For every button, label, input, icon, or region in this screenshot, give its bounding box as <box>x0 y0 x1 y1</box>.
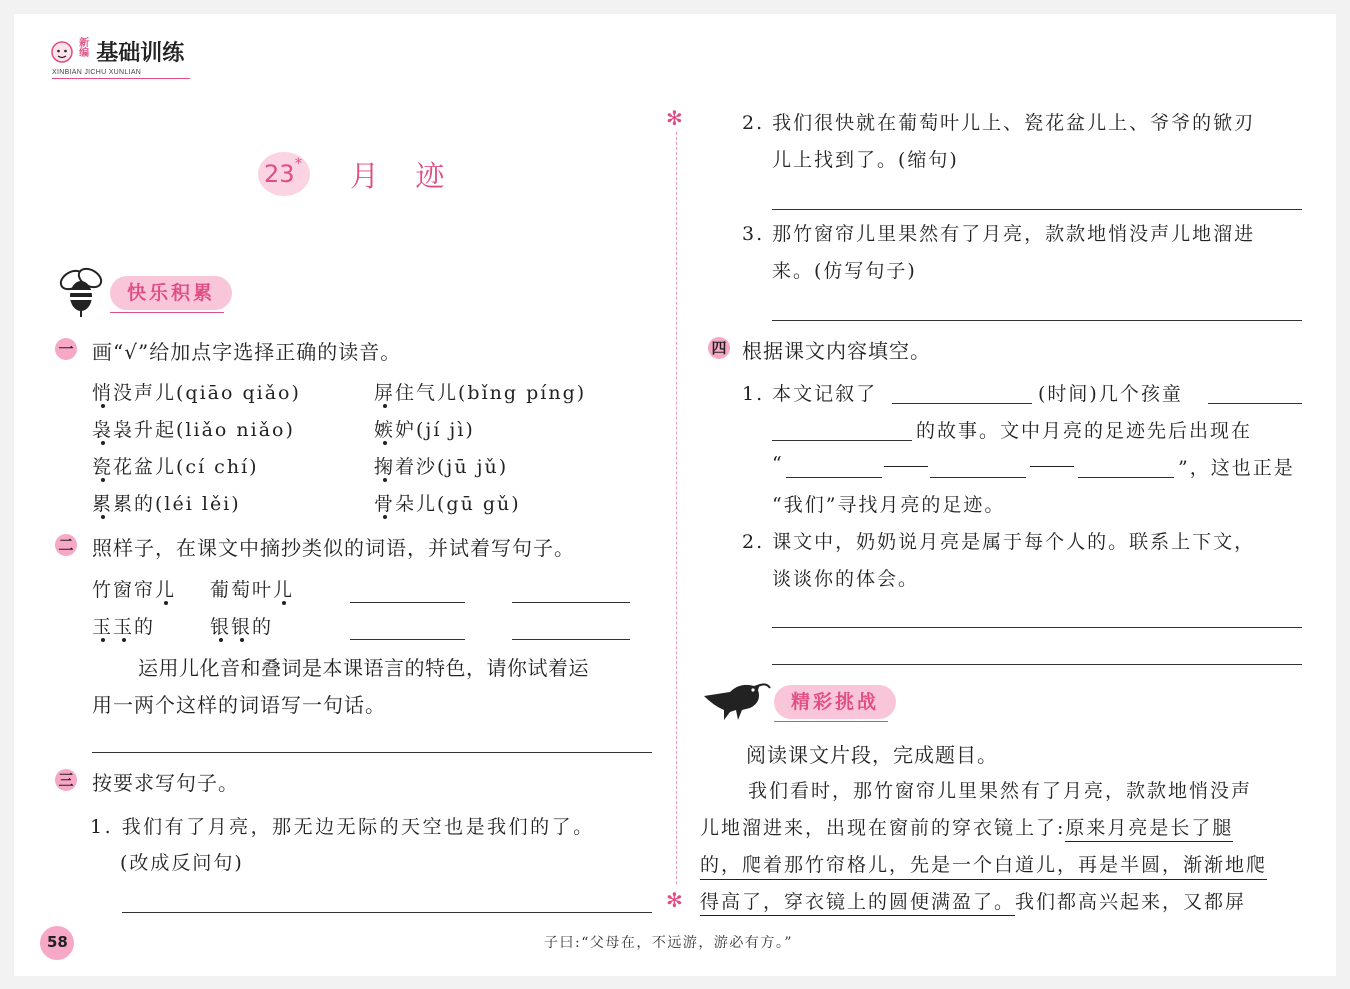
section-happy-underline <box>110 312 224 313</box>
logo-mascot-icon <box>50 40 74 66</box>
bird-icon <box>700 676 772 724</box>
brand-mark: 新编 <box>79 38 90 59</box>
dotted-char: 累 <box>92 493 114 515</box>
q1-item-8 <box>374 489 521 516</box>
q4-blank-story[interactable] <box>772 440 912 441</box>
dotted-char: 骨 <box>374 493 396 515</box>
footer-quote: 子曰:“父母在，不远游，游必有方。” <box>544 935 794 951</box>
q4-item-2-line-1: 2. 课文中，奶奶说月亮是属于每个人的。联系上下文， <box>742 531 1256 553</box>
reading-intro: 阅读课文片段，完成题目。 <box>746 743 998 767</box>
bee-icon <box>54 262 110 318</box>
q4-item-2-answer-line-1[interactable] <box>772 627 1302 628</box>
dotted-char: 悄 <box>92 382 114 404</box>
reading-line-2-text: 儿地溜进来，出现在窗前的穿衣镜上了: <box>700 817 1066 839</box>
dash-2 <box>1030 466 1074 467</box>
brand-logo <box>50 40 184 71</box>
brand-name: 基础训练 <box>96 41 185 66</box>
q3-prompt: 按要求写句子。 <box>92 771 239 795</box>
q1-prompt: 画“√”给加点字选择正确的读音。 <box>92 340 402 364</box>
q2-answer-line-1[interactable] <box>350 602 465 603</box>
q4-number: 四 <box>708 337 730 359</box>
dash-1 <box>884 466 928 467</box>
q1-item-text: 住气儿(bǐng píng) <box>395 382 587 404</box>
q1-item-text: 没声儿(qiāo qiǎo) <box>113 382 301 404</box>
q2-example-1 <box>92 575 176 602</box>
dotted-char: 儿 <box>155 579 177 601</box>
dotted-char: 玉 <box>113 616 135 638</box>
section-happy-banner: 快乐积累 <box>110 276 232 310</box>
section-challenge-banner: 精彩挑战 <box>774 685 896 719</box>
q2-answer-line-2[interactable] <box>512 602 630 603</box>
dotted-char: 玉 <box>92 616 114 638</box>
q2-example-4 <box>210 612 273 639</box>
q4-item-1-text-b: (时间)几个孩童 <box>1038 383 1183 405</box>
q2-paragraph-line-1: 运用儿化音和叠词是本课语言的特色，请你试着运 <box>138 656 589 680</box>
lesson-title: 月 迹 <box>350 159 451 193</box>
example-text: 竹窗帘 <box>92 579 156 601</box>
q3-item-3-line-2: 来。(仿写句子) <box>772 260 917 282</box>
example-text: 的 <box>134 616 156 638</box>
q2-answer-line-4[interactable] <box>512 639 630 640</box>
q4-item-2-answer-line-2[interactable] <box>772 664 1302 665</box>
bottom-flower-icon: ✻ <box>666 888 683 912</box>
q2-example-3 <box>92 612 155 639</box>
brand-subtitle: XINBIAN JICHU XUNLIAN <box>52 69 142 76</box>
dotted-char: 银 <box>231 616 253 638</box>
example-text: 的 <box>252 616 274 638</box>
q1-item-5 <box>92 452 259 479</box>
section-challenge-underline <box>774 721 888 722</box>
q3-item-2-line-1: 2. 我们很快就在葡萄叶儿上、瓷花盆儿上、爷爷的锨刃 <box>742 112 1256 134</box>
q4-prompt: 根据课文内容填空。 <box>742 339 931 363</box>
q1-item-text: 花盆儿(cí chí) <box>113 456 259 478</box>
q3-number: 三 <box>55 769 77 791</box>
underlined-sentence: 原来月亮是长了腿 <box>1065 817 1233 842</box>
dotted-char: 银 <box>210 616 232 638</box>
q4-item-1-text-e: ”，这也正是 <box>1178 457 1295 479</box>
q3-item-1-line-2: (改成反问句) <box>120 852 244 874</box>
q2-answer-line-3[interactable] <box>350 639 465 640</box>
q2-prompt: 照样子，在课文中摘抄类似的词语，并试着写句子。 <box>92 536 575 560</box>
lesson-number: 23 <box>264 160 295 188</box>
q2-sentence-line[interactable] <box>92 752 652 753</box>
q4-blank-time[interactable] <box>892 403 1032 404</box>
q4-blank-place-3[interactable] <box>1078 477 1174 478</box>
q4-item-1-open-quote: “ <box>772 453 784 475</box>
q4-blank-place-1[interactable] <box>786 477 882 478</box>
q3-item-1-line-1: 1. 我们有了月亮，那无边无际的天空也是我们的了。 <box>90 816 595 838</box>
q1-item-1 <box>92 378 301 405</box>
q1-item-3 <box>92 415 295 442</box>
q3-item-3-answer-line[interactable] <box>772 320 1302 321</box>
brand-underline <box>52 78 190 79</box>
dotted-char: 袅 <box>92 419 114 441</box>
q2-number: 二 <box>55 534 77 556</box>
q2-example-2 <box>210 575 294 602</box>
top-flower-icon: ✻ <box>666 106 683 130</box>
q1-item-text: 袅升起(liǎo niǎo) <box>113 419 295 441</box>
reading-line-3: 的，爬着那竹帘格儿，先是一个白道儿，再是半圆，渐渐地爬 <box>700 850 1267 880</box>
example-text: 葡萄叶 <box>210 579 274 601</box>
q1-item-2 <box>374 378 586 405</box>
dotted-char: 掬 <box>374 456 396 478</box>
lesson-star: * <box>295 156 302 172</box>
reading-line-4-text: 我们都高兴起来，又都屏 <box>1015 891 1247 913</box>
page-number: 58 <box>47 933 68 951</box>
reading-line-2 <box>700 813 1233 840</box>
q1-item-text: 朵儿(gū gǔ) <box>395 493 521 515</box>
q1-item-text: 妒(jí jì) <box>395 419 475 441</box>
q1-number: 一 <box>55 338 77 360</box>
q3-item-2-line-2: 儿上找到了。(缩句) <box>772 149 959 171</box>
q2-paragraph-line-2: 用一两个这样的词语写一句话。 <box>92 693 386 717</box>
dotted-char: 瓷 <box>92 456 114 478</box>
q4-item-1-text-f: “我们”寻找月亮的足迹。 <box>772 494 1006 516</box>
dotted-char: 嫉 <box>374 419 396 441</box>
underlined-sentence: 得高了，穿衣镜上的圆便满盈了。 <box>700 891 1015 916</box>
workbook-page <box>14 14 1336 976</box>
q1-item-text: 累的(léi lěi) <box>113 493 241 515</box>
reading-line-1: 我们看时，那竹窗帘儿里果然有了月亮，款款地悄没声 <box>748 780 1253 802</box>
q4-item-1-text-a: 1. 本文记叙了 <box>742 383 878 405</box>
q1-item-4 <box>374 415 475 442</box>
q1-item-text: 着沙(jū jǔ) <box>395 456 509 478</box>
q4-blank-place-2[interactable] <box>930 477 1026 478</box>
dotted-char: 屏 <box>374 382 396 404</box>
q1-item-6 <box>374 452 508 479</box>
q1-item-7 <box>92 489 241 516</box>
q4-item-1-text-c: 的故事。文中月亮的足迹先后出现在 <box>916 420 1253 442</box>
q4-item-2-line-2: 谈谈你的体会。 <box>772 568 920 590</box>
page-divider <box>676 132 677 884</box>
q3-item-1-answer-line[interactable] <box>122 912 652 913</box>
q4-blank-children[interactable] <box>1208 403 1302 404</box>
q3-item-3-line-1: 3. 那竹窗帘儿里果然有了月亮，款款地悄没声儿地溜进 <box>742 223 1256 245</box>
reading-line-4 <box>700 887 1246 914</box>
q3-item-2-answer-line[interactable] <box>772 209 1302 210</box>
dotted-char: 儿 <box>273 579 295 601</box>
